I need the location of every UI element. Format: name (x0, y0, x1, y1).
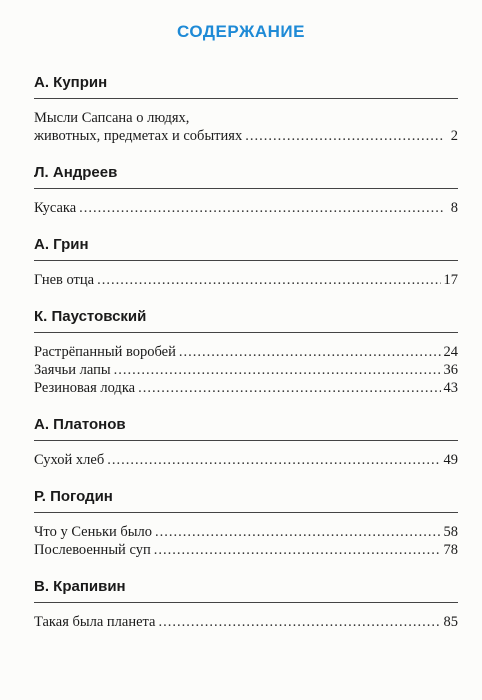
toc-section (34, 416, 458, 469)
entry-title: Резиновая лодка (34, 380, 136, 396)
entry-row (34, 361, 458, 379)
entry-title: животных, предметах и событиях (34, 128, 243, 144)
page-number: 8 (450, 200, 458, 216)
entry-row (34, 199, 458, 217)
page-number: 58 (443, 524, 458, 540)
page-title: СОДЕРЖАНИЕ (177, 22, 305, 41)
entry-title: Растрёпанный воробей (34, 344, 176, 360)
author-heading: А. Куприн (34, 74, 458, 99)
toc-entry[interactable] (34, 361, 458, 379)
dot-leader (245, 127, 445, 145)
toc-section (34, 236, 458, 289)
entry-row (34, 379, 458, 397)
page-number: 24 (443, 344, 458, 360)
author-heading: А. Грин (34, 236, 458, 261)
page-number: 36 (443, 362, 458, 378)
author-heading: Р. Погодин (34, 488, 458, 513)
dot-leader (179, 343, 441, 361)
page-number: 2 (450, 128, 458, 144)
dot-leader (79, 199, 445, 217)
toc-entry[interactable] (34, 343, 458, 361)
entry-row (34, 343, 458, 361)
table-of-contents (34, 74, 458, 650)
toc-section (34, 578, 458, 631)
author-heading: А. Платонов (34, 416, 458, 441)
page-number: 85 (443, 614, 458, 630)
entry-title: Что у Сеньки было (34, 524, 153, 540)
dot-leader (97, 271, 440, 289)
page-number: 78 (443, 542, 458, 558)
toc-section (34, 308, 458, 397)
entry-title: Заячьи лапы (34, 362, 111, 378)
entry-title: Послевоенный суп (34, 542, 151, 558)
dot-leader (154, 541, 441, 559)
toc-entry[interactable] (34, 271, 458, 289)
page-number: 43 (443, 380, 458, 396)
toc-entry[interactable] (34, 451, 458, 469)
toc-section (34, 74, 458, 145)
entry-row (34, 451, 458, 469)
author-heading: К. Паустовский (34, 308, 458, 333)
dot-leader (107, 451, 440, 469)
toc-entry[interactable] (34, 523, 458, 541)
entry-title: Гнев отца (34, 272, 95, 288)
entry-title: Такая была планета (34, 614, 156, 630)
entry-title: Кусака (34, 200, 77, 216)
entry-title-line: Мысли Сапсана о людях, (34, 110, 190, 126)
dot-leader (158, 613, 440, 631)
toc-entry[interactable] (34, 109, 458, 145)
page-number: 49 (443, 452, 458, 468)
author-heading: В. Крапивин (34, 578, 458, 603)
entry-title: Сухой хлеб (34, 452, 105, 468)
entry-row (34, 541, 458, 559)
dot-leader (138, 379, 440, 397)
page-number: 17 (443, 272, 458, 288)
author-heading: Л. Андреев (34, 164, 458, 189)
dot-leader (155, 523, 440, 541)
entry-row (34, 523, 458, 541)
entry-row (34, 127, 458, 145)
toc-section (34, 488, 458, 559)
toc-entry[interactable] (34, 613, 458, 631)
toc-section (34, 164, 458, 217)
toc-entry[interactable] (34, 541, 458, 559)
entry-row (34, 271, 458, 289)
toc-entry[interactable] (34, 379, 458, 397)
dot-leader (114, 361, 441, 379)
toc-entry[interactable] (34, 199, 458, 217)
entry-row (34, 613, 458, 631)
